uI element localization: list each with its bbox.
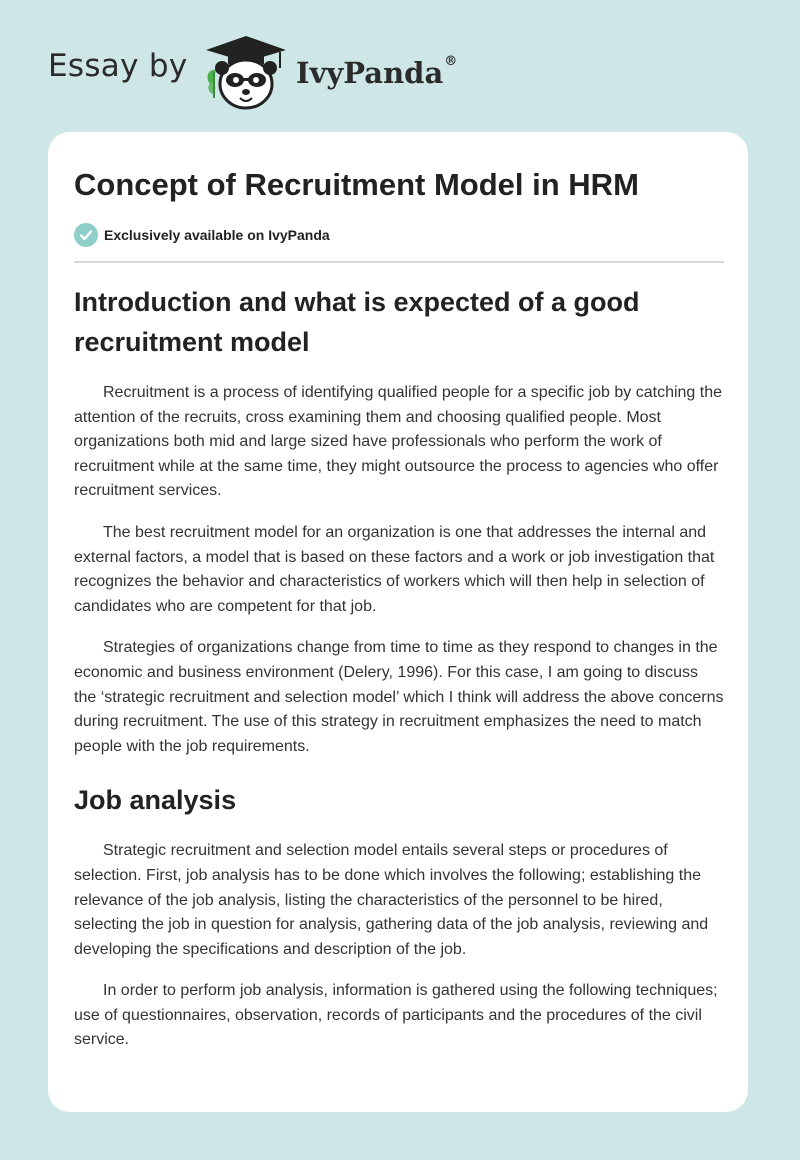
essay-by-label: Essay by: [48, 48, 188, 84]
paragraph: In order to perform job analysis, information is gathered using the following techniques; use of questionnaires, observation, records of participants and the procedures of the civil service.: [74, 982, 723, 1049]
essay-body: [74, 282, 728, 1053]
exclusive-badge: [74, 222, 330, 248]
paragraph: Strategic recruitment and selection model entails several steps or procedures of selection. First, job analysis has to be done which involves the following; establishing the relevance of the job analysis, listing the characteristics of the personnel to be hired, selecting the job in question for analysis, gathering data of the job analysis, reviewing and developing the specifications and description of the job.: [74, 842, 713, 958]
check-icon: [74, 223, 98, 247]
essay-card: [48, 132, 748, 1112]
section-heading: Job analysis: [74, 785, 237, 816]
title-divider: [74, 261, 724, 263]
site-header: [0, 0, 800, 120]
exclusive-badge-label: Exclusively available on IvyPanda: [104, 227, 330, 243]
brand-name[interactable]: [296, 56, 457, 90]
panda-logo-icon[interactable]: [200, 32, 292, 112]
registered-mark: ®: [444, 54, 458, 69]
paragraph: Recruitment is a process of identifying qualified people for a specific job by catching the attention of the recruits, cross examining them and choosing qualified people. Most organizations both mid and large sized have professionals who perform the work of recruitment while at the same time, they might outsource the process to agencies who offer recruitment services.: [74, 384, 727, 500]
brand-text: IvyPanda: [296, 56, 444, 90]
page-title: Concept of Recruitment Model in HRM: [74, 167, 639, 202]
section-heading: Introduction and what is expected of a good recruitment model: [74, 287, 640, 357]
paragraph: Strategies of organizations change from time to time as they respond to changes in the economic and business environment (Delery, 1996). For this case, I am going to discuss the ‘strategic recruitment and selection model’ which I think will address the above concerns during recruitment. The use of this strategy in recruitment emphasizes the need to match people with the job requirements.: [74, 639, 728, 755]
paragraph: The best recruitment model for an organization is one that addresses the internal and external factors, a model that is based on these factors and a work or job investigation that recognizes the behavior and characteristics of workers which will then help in selection of candidates who are competent for that job.: [74, 523, 719, 615]
